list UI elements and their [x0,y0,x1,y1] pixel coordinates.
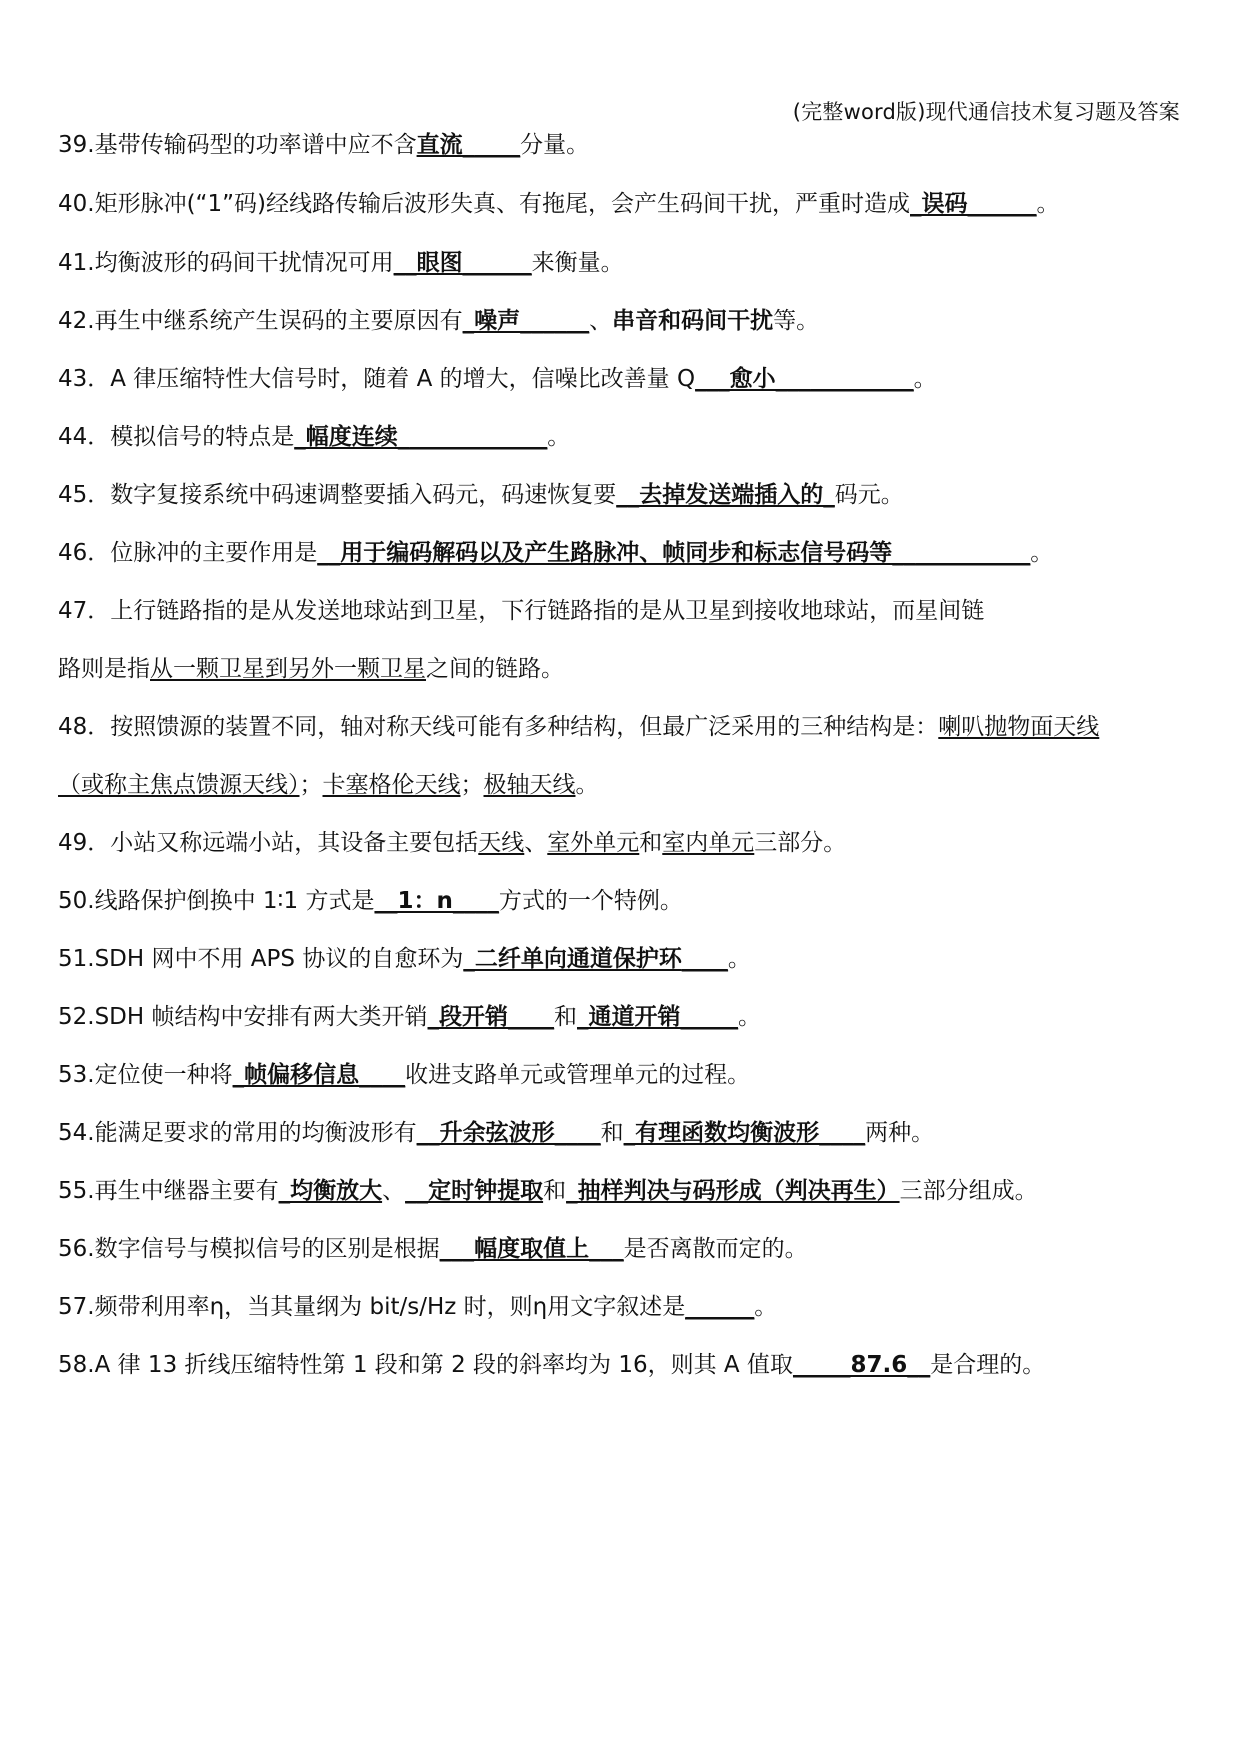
question-line [58,1176,1038,1206]
question-line [58,480,904,510]
question-text: 53.定位使一种将 [58,1062,233,1088]
answer-text: __ [531,1004,554,1030]
answer-text: _帧偏移信息__ [232,1062,383,1088]
question-text: 。 [575,772,599,798]
answer-text: _抽样判决与码形成（判决再生） [566,1178,900,1204]
answer-text: ______ [685,1294,755,1320]
answer-text: ___愈小___ [695,366,811,392]
answer-text: __去掉发送端插入的_ [616,482,835,508]
answer-text: ____ [681,946,728,972]
question-text: 42.再生中继系统产生误码的主要原因有 [58,308,463,334]
question-text: 49．小站又称远端小站，其设备主要包括 [58,830,479,856]
question-text: 58.A 律 13 折线压缩特性第 1 段和第 2 段的斜率均为 16，则其 A 值取 [58,1352,793,1378]
answer-text: 室外单元 [547,830,640,856]
question-line [58,944,751,974]
answer-text: __眼图 [393,250,463,276]
question-line [58,712,1099,742]
question-line [58,886,683,916]
question-text: 54.能满足要求的常用的均衡波形有 [58,1120,417,1146]
question-text: 。 [913,366,937,392]
question-text: 47．上行链路指的是从发送地球站到卫星，下行链路指的是从卫星到接收地球站，而星间链 [58,598,985,624]
question-text: 48．按照馈源的装置不同，轴对称天线可能有多种结构，但最广泛采用的三种结构是： [58,714,939,740]
question-text: 56.数字信号与模拟信号的区别是根据 [58,1236,440,1262]
answer-text: __定时钟提取 [405,1178,544,1204]
question-text: 、 [589,308,613,334]
answer-text: 天线 [478,830,525,856]
answer-text: _____ [979,191,1037,217]
question-text: 是否离散而定的。 [623,1236,808,1262]
question-text: 。 [1036,191,1060,217]
question-text: 52.SDH 帧结构中安排有两大类开销 [58,1004,428,1030]
question-text: 方式的一个特例。 [498,888,683,914]
answer-text: _ [853,1120,866,1146]
question-text: 和 [639,830,663,856]
answer-text: _二纤单向通道保护环 [463,946,682,972]
answer-text: _通道开销_ [577,1004,692,1030]
question-text: 和 [554,1004,577,1030]
question-text: 46．位脉冲的主要作用是 [58,540,318,566]
question-text: 43．A 律压缩特性大信号时，随着 A 的增大，信噪比改善量 Q [58,366,696,392]
question-line [58,248,624,278]
question-line [58,422,570,452]
question-text: 50.线路保护倒换中 1∶1 方式是 [58,888,375,914]
answer-text: 直流_ [416,132,475,158]
question-line [58,1060,750,1090]
answer-text: _____87.6__ [792,1352,931,1378]
answer-text: 室内单元 [662,830,755,856]
question-text: 40.矩形脉冲(“1”码)经线路传输后波形失真、有拖尾，会产生码间干扰，严重时造成 [58,191,910,217]
answer-text: _均衡放大 [278,1178,383,1204]
question-text: 串音和码间干扰 [612,308,774,334]
question-line [58,1118,934,1148]
question-text: 等。 [773,308,820,334]
answer-text: 从一颗卫星到另外一颗卫星 [150,656,426,682]
answer-text: 喇叭抛物面天线 [938,714,1100,740]
question-text: 。 [738,1004,761,1030]
answer-text: __升余弦波形__ [416,1120,578,1146]
question-line [58,130,589,160]
question-text: 。 [727,946,751,972]
answer-text: __ [577,1120,601,1146]
question-line [58,654,564,684]
question-text: 之间的链路。 [426,656,564,682]
question-text: 。 [1030,540,1054,566]
question-text: 收进支路单元或管理单元的过程。 [405,1062,751,1088]
question-text: 三部分组成。 [899,1178,1038,1204]
question-text: 41.均衡波形的码间干扰情况可用 [58,250,394,276]
answer-text: _段开销__ [427,1004,531,1030]
question-text: 。 [547,424,571,450]
question-line [58,538,1053,568]
question-text: 51.SDH 网中不用 APS 协议的自愈环为 [58,946,464,972]
answer-text: 卡塞格伦天线 [322,772,461,798]
question-text: 39.基带传输码型的功率谱中应不含 [58,132,417,158]
answer-text: ____________ [409,424,548,450]
answer-text: __ [566,308,590,334]
answer-text: ____ [474,132,521,158]
answer-text: （或称主焦点馈源天线） [58,772,300,798]
question-text: 和 [543,1178,567,1204]
question-text: ； [460,772,484,798]
question-line [58,1002,761,1032]
answer-text: _ [487,888,499,914]
question-line [58,828,846,858]
question-text: 来衡量。 [531,250,624,276]
answer-text: _ [612,1236,624,1262]
answer-text: ____ [692,1004,738,1030]
question-text: 44．模拟信号的特点是 [58,424,295,450]
answer-text: _误码_ [910,191,979,217]
question-text: 、 [524,830,548,856]
answer-text: __________ [915,540,1031,566]
answer-text: ______ [462,250,532,276]
question-text: 两种。 [865,1120,935,1146]
question-line [58,1234,808,1264]
question-line [58,770,599,800]
question-line [58,189,1060,219]
answer-text: _有理函数均衡波形___ [623,1120,854,1146]
question-text: 三部分。 [754,830,847,856]
question-text: 分量。 [520,132,590,158]
answer-text: _噪声____ [462,308,567,334]
question-text: 55.再生中继器主要有 [58,1178,279,1204]
page-header: (完整word版)现代通信技术复习题及答案 [792,100,1180,124]
answer-text: __用于编码解码以及产生路脉冲、帧同步和标志信号码等__ [317,540,916,566]
question-text: 。 [754,1294,778,1320]
question-text: 路则是指 [58,656,150,682]
answer-text: 极轴天线 [483,772,576,798]
question-text: 和 [600,1120,624,1146]
answer-text: ___幅度取值上__ [439,1236,613,1262]
answer-text: __1：n___ [374,888,488,914]
question-text: 码元。 [834,482,904,508]
answer-text: __ [382,1062,406,1088]
question-line [58,306,819,336]
question-line [58,364,937,394]
question-text: 57.频带利用率η，当其量纲为 bit/s/Hz 时，则η用文字叙述是 [58,1294,686,1320]
question-text: 、 [382,1178,406,1204]
answer-text: _________ [810,366,914,392]
question-text: 是合理的。 [930,1352,1046,1378]
answer-text: _幅度连续_ [294,424,410,450]
question-line [58,596,984,626]
question-text: 45．数字复接系统中码速调整要插入码元，码速恢复要 [58,482,617,508]
question-text: ； [299,772,323,798]
question-line [58,1350,1045,1380]
question-line [58,1292,777,1322]
